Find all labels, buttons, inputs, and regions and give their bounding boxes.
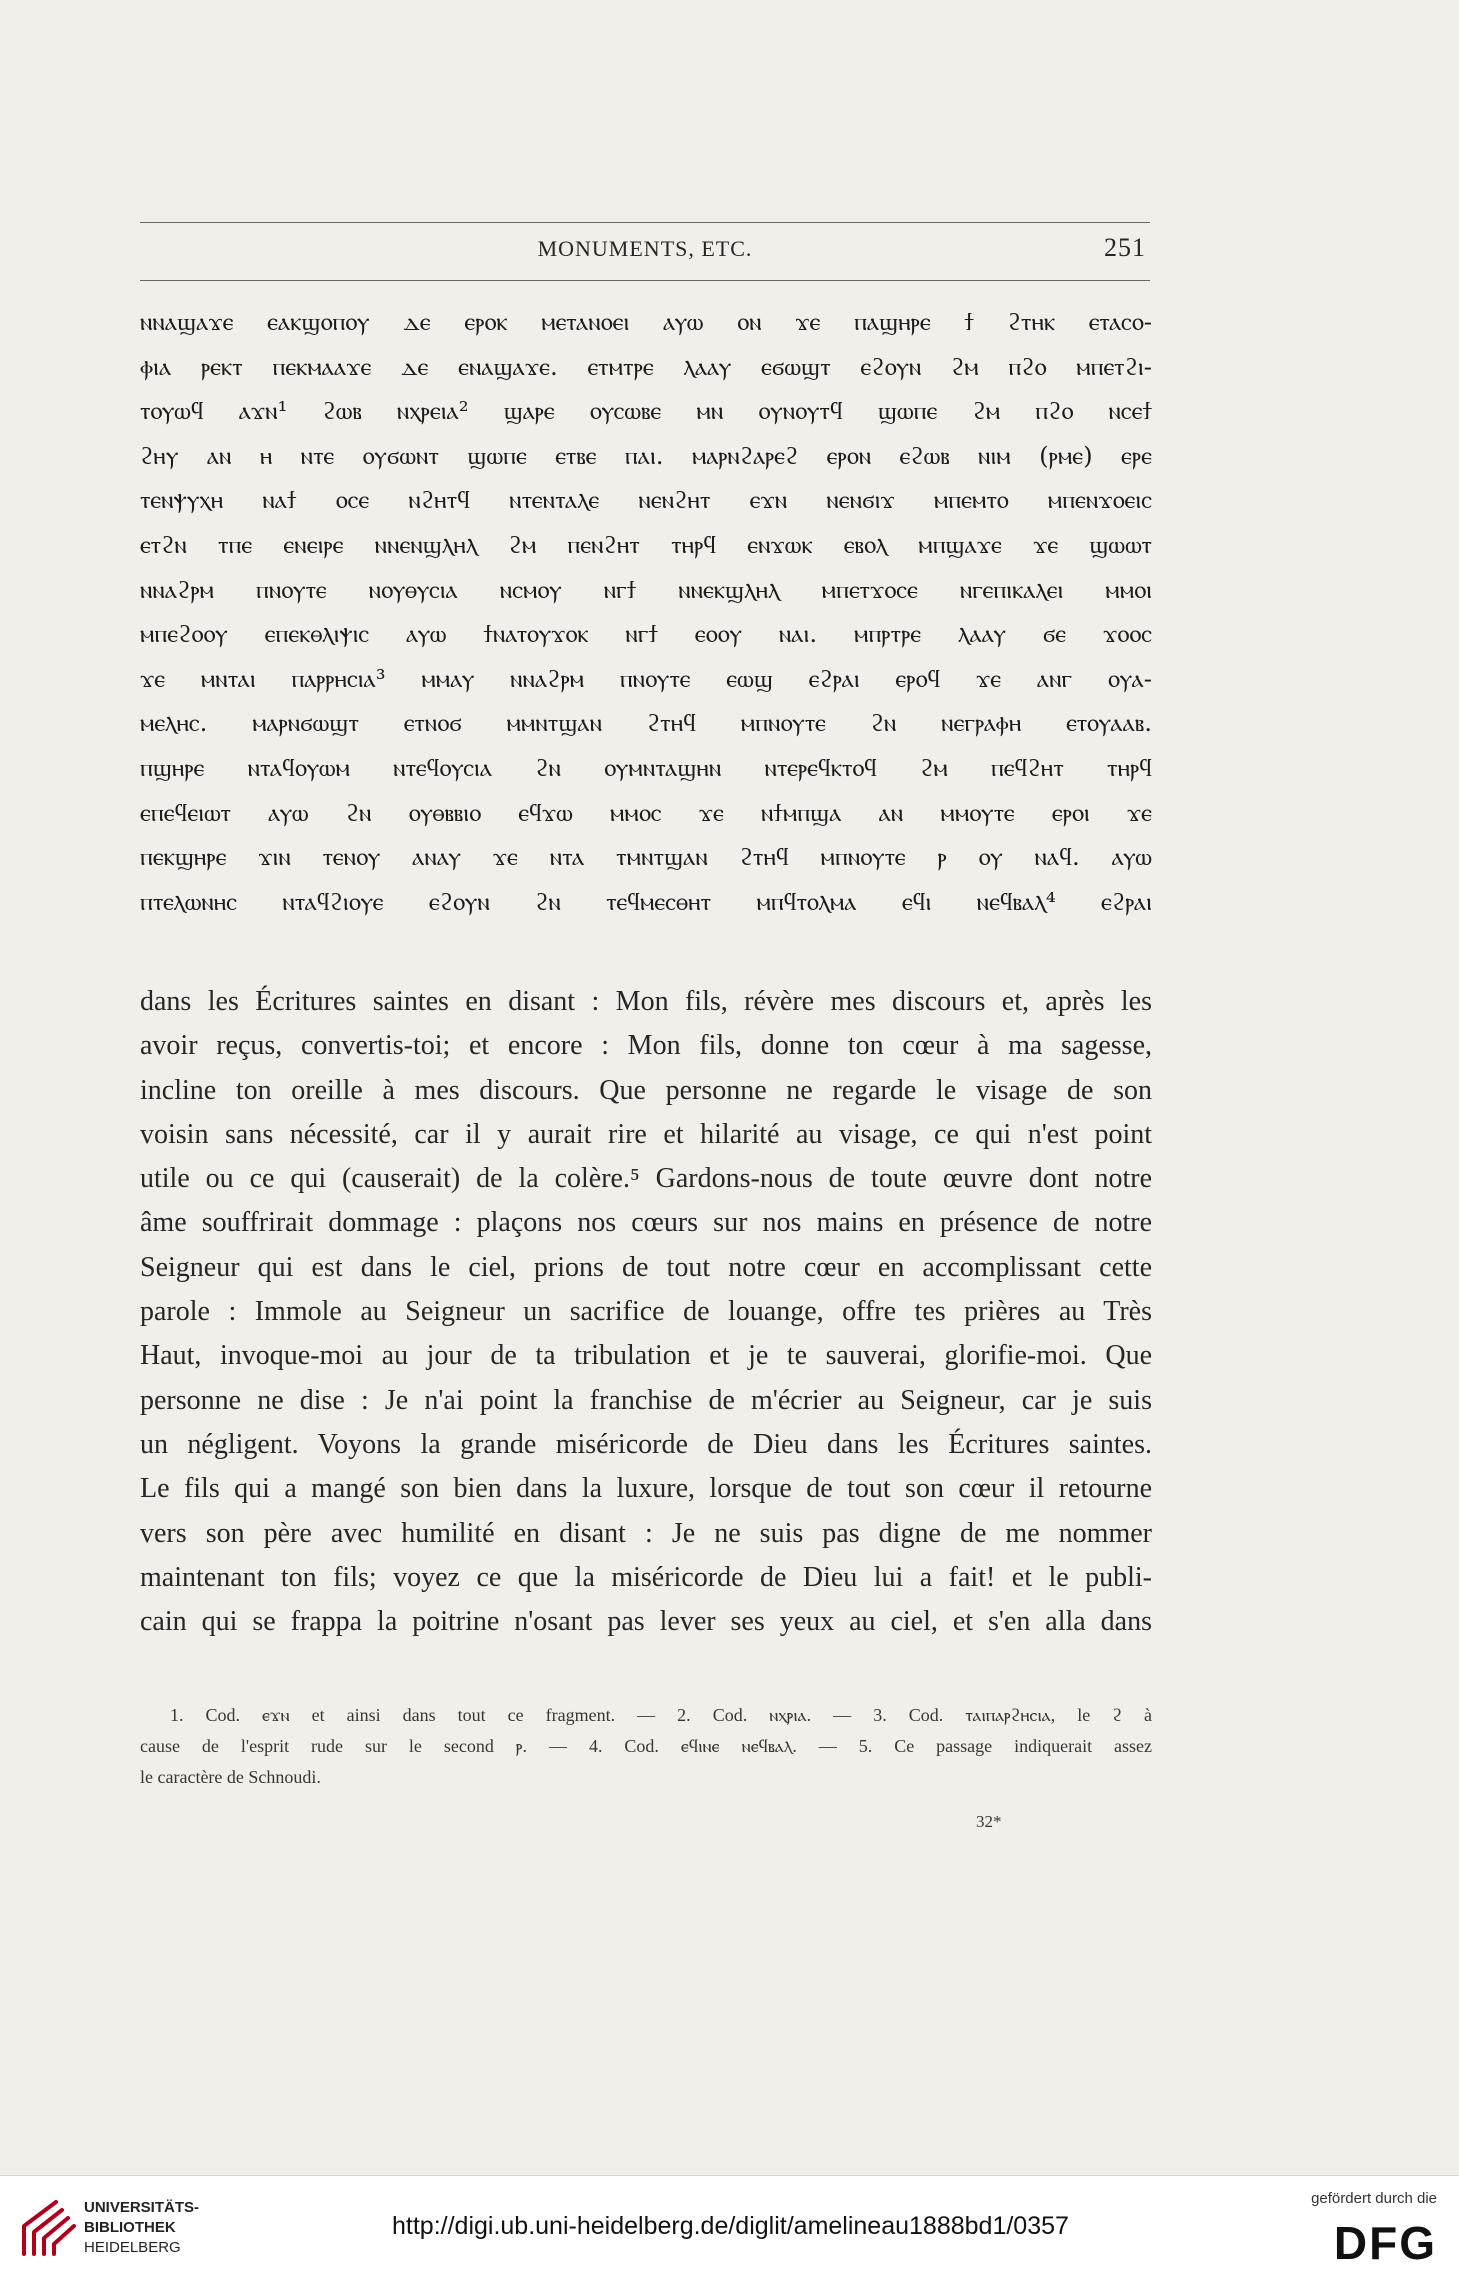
coptic-line: ⲛⲛⲁϩⲣⲙ ⲡⲛⲟⲩⲧⲉ ⲛⲟⲩⲑⲩⲥⲓⲁ ⲛⲥⲙⲟⲩ ⲛⲅϯ ⲛⲛⲉⲕϣⲗⲏⲗ ⲙⲡⲉⲧϫⲟⲥⲉ ⲛⲅⲉⲡⲓⲕⲁⲗⲉⲓ ⲙⲙⲟⲓ (140, 574, 1152, 604)
french-line: cain qui se frappa la poitrine n'osant pas lever ses yeux au ciel, et s'en alla dans (140, 1606, 1152, 1638)
footnote-line: 1. Cod. ⲉϫⲛ et ainsi dans tout ce fragment. — 2. Cod. ⲛⲭⲣⲓⲁ. — 3. Cod. ⲧⲁⲓⲡⲁⲣϩⲏⲥⲓⲁ, le ϩ à (170, 1705, 1152, 1725)
footer-bar (0, 2175, 1459, 2278)
coptic-line: ⲉⲧϩⲛ ⲧⲡⲉ ⲉⲛⲉⲓⲣⲉ ⲛⲛⲉⲛϣⲗⲏⲗ ϩⲙ ⲡⲉⲛϩⲏⲧ ⲧⲏⲣϥ ⲉⲛϫⲱⲕ ⲉⲃⲟⲗ ⲙⲡϣⲁϫⲉ ϫⲉ ϣⲱⲱⲧ (140, 529, 1152, 559)
running-head-title: MONUMENTS, ETC. (537, 236, 753, 261)
coptic-line: ⲧⲟⲩⲱϥ ⲁϫⲛ¹ ϩⲱⲃ ⲛⲭⲣⲉⲓⲁ² ϣⲁⲣⲉ ⲟⲩⲥⲱⲃⲉ ⲙⲛ ⲟⲩⲛⲟⲩⲧϥ ϣⲱⲡⲉ ϩⲙ ⲡϩⲟ ⲛⲥⲉϯ (140, 396, 1152, 426)
french-line: personne ne dise : Je n'ai point la franchise de m'écrier au Seigneur, car je suis (140, 1384, 1152, 1416)
french-translation-block (140, 980, 1152, 1644)
coptic-line: ϫⲉ ⲙⲛⲧⲁⲓ ⲡⲁⲣⲣⲏⲥⲓⲁ³ ⲙⲙⲁⲩ ⲛⲛⲁϩⲣⲙ ⲡⲛⲟⲩⲧⲉ ⲉⲱϣ ⲉϩⲣⲁⲓ ⲉⲣⲟϥ ϫⲉ ⲁⲛⲅ ⲟⲩⲁ- (140, 663, 1152, 693)
library-logo-icon (16, 2196, 78, 2262)
french-line: utile ou ce qui (causerait) de la colère.⁵ Gardons-nous de toute œuvre dont notre (140, 1163, 1152, 1195)
header-rule-bottom (140, 280, 1150, 281)
french-line: âme souffrirait dommage : plaçons nos cœurs sur nos mains en présence de notre (140, 1207, 1152, 1239)
permalink-url[interactable]: http://digi.ub.uni-heidelberg.de/diglit/amelineau1888bd1/0357 (392, 2212, 1069, 2240)
library-name-line-3: HEIDELBERG (84, 2239, 181, 2256)
coptic-line: ⲙⲉⲗⲏⲥ. ⲙⲁⲣⲛϭⲱϣⲧ ⲉⲧⲛⲟϭ ⲙⲙⲛⲧϣⲁⲛ ϩⲧⲏϥ ⲙⲡⲛⲟⲩⲧⲉ ϩⲛ ⲛⲉⲅⲣⲁⲫⲏ ⲉⲧⲟⲩⲁⲁⲃ. (140, 708, 1152, 738)
coptic-line: ⲡⲉⲕϣⲏⲣⲉ ϫⲓⲛ ⲧⲉⲛⲟⲩ ⲁⲛⲁⲩ ϫⲉ ⲛⲧⲁ ⲧⲙⲛⲧϣⲁⲛ ϩⲧⲏϥ ⲙⲡⲛⲟⲩⲧⲉ ⲣ ⲟⲩ ⲛⲁϥ. ⲁⲩⲱ (140, 842, 1152, 872)
french-line: dans les Écritures saintes en disant : Mon fils, révère mes discours et, après les (140, 986, 1152, 1017)
coptic-line: ⲫⲓⲁ ⲣⲉⲕⲧ ⲡⲉⲕⲙⲁⲁϫⲉ ⲇⲉ ⲉⲛⲁϣⲁϫⲉ. ⲉⲧⲙⲧⲣⲉ ⲗⲁⲁⲩ ⲉϭⲱϣⲧ ⲉϩⲟⲩⲛ ϩⲙ ⲡϩⲟ ⲙⲡⲉⲧϩⲓ- (140, 351, 1152, 381)
coptic-line: ⲡⲧⲉⲗⲱⲛⲏⲥ ⲛⲧⲁϥϩⲓⲟⲩⲉ ⲉϩⲟⲩⲛ ϩⲛ ⲧⲉϥⲙⲉⲥⲑⲏⲧ ⲙⲡϥⲧⲟⲗⲙⲁ ⲉϥⲓ ⲛⲉϥⲃⲁⲗ⁴ ⲉϩⲣⲁⲓ (140, 886, 1152, 916)
french-line: un négligent. Voyons la grande miséricorde de Dieu dans les Écritures saintes. (140, 1428, 1152, 1460)
coptic-line: ⲙⲡⲉϩⲟⲟⲩ ⲉⲡⲉⲕⲑⲗⲓⲯⲓⲥ ⲁⲩⲱ ϯⲛⲁⲧⲟⲩϫⲟⲕ ⲛⲅϯ ⲉⲟⲟⲩ ⲛⲁⲓ. ⲙⲡⲣⲧⲣⲉ ⲗⲁⲁⲩ ϭⲉ ϫⲟⲟⲥ (140, 619, 1152, 649)
french-line: maintenant ton fils; voyez ce que la miséricorde de Dieu lui a fait! et le publi- (140, 1561, 1152, 1593)
french-line: Haut, invoque-moi au jour de ta tribulation et je te sauverai, glorifie-moi. Que (140, 1340, 1152, 1372)
funder-logo: DFG (1333, 2217, 1437, 2269)
coptic-line: ⲡϣⲏⲣⲉ ⲛⲧⲁϥⲟⲩⲱⲙ ⲛⲧⲉϥⲟⲩⲥⲓⲁ ϩⲛ ⲟⲩⲙⲛⲧⲁϣⲏⲛ ⲛⲧⲉⲣⲉϥⲕⲧⲟϥ ϩⲙ ⲡⲉϥϩⲏⲧ ⲧⲏⲣϥ (140, 752, 1152, 782)
french-line: Seigneur qui est dans le ciel, prions de tout notre cœur en accomplissant cette (140, 1251, 1152, 1283)
header-rule-top (140, 222, 1150, 223)
funding-note: gefördert durch die (1311, 2190, 1437, 2207)
french-line: incline ton oreille à mes discours. Que personne ne regarde le visage de son (140, 1074, 1152, 1106)
footnote-line: le caractère de Schnoudi. (140, 1767, 321, 1787)
library-name-line-2: BIBLIOTHEK (84, 2219, 176, 2236)
signature-mark: 32* (976, 1812, 1002, 1831)
coptic-line: ⲛⲛⲁϣⲁϫⲉ ⲉⲁⲕϣⲟⲡⲟⲩ ⲇⲉ ⲉⲣⲟⲕ ⲙⲉⲧⲁⲛⲟⲉⲓ ⲁⲩⲱ ⲟⲛ ϫⲉ ⲡⲁϣⲏⲣⲉ ϯ ϩⲧⲏⲕ ⲉⲧⲁⲥⲟ- (140, 307, 1152, 336)
footnote-line: cause de l'esprit rude sur le second ⲣ. — 4. Cod. ⲉϥⲓⲛⲉ ⲛⲉϥⲃⲁⲗ. — 5. Ce passage indiquerait assez (140, 1736, 1152, 1756)
french-line: avoir reçus, convertis-toi; et encore : Mon fils, donne ton cœur à ma sagesse, (140, 1030, 1152, 1062)
french-line: parole : Immole au Seigneur un sacrifice de louange, offre tes prières au Très (140, 1296, 1152, 1328)
library-name (84, 2198, 199, 2258)
coptic-line: ⲉⲡⲉϥⲉⲓⲱⲧ ⲁⲩⲱ ϩⲛ ⲟⲩⲑⲃⲃⲓⲟ ⲉϥϫⲱ ⲙⲙⲟⲥ ϫⲉ ⲛϯⲙⲡϣⲁ ⲁⲛ ⲙⲙⲟⲩⲧⲉ ⲉⲣⲟⲓ ϫⲉ (140, 797, 1152, 827)
page-number: 251 (1104, 233, 1146, 262)
running-head (140, 233, 1150, 276)
library-name-line-1: UNIVERSITÄTS- (84, 2199, 200, 2216)
french-line: Le fils qui a mangé son bien dans la luxure, lorsque de tout son cœur il retourne (140, 1473, 1152, 1505)
footnotes-block (140, 1700, 1152, 1793)
french-line: voisin sans nécessité, car il y aurait rire et hilarité au visage, ce qui n'est point (140, 1118, 1152, 1150)
coptic-text-block (140, 300, 1152, 924)
coptic-line: ⲧⲉⲛⲯⲩⲭⲏ ⲛⲁϯ ⲟⲥⲉ ⲛϩⲏⲧϥ ⲛⲧⲉⲛⲧⲁⲗⲉ ⲛⲉⲛϩⲏⲧ ⲉϫⲛ ⲛⲉⲛϭⲓϫ ⲙⲡⲉⲙⲧⲟ ⲙⲡⲉⲛϫⲟⲉⲓⲥ (140, 485, 1152, 515)
coptic-line: ϩⲏⲩ ⲁⲛ ⲏ ⲛⲧⲉ ⲟⲩϭⲱⲛⲧ ϣⲱⲡⲉ ⲉⲧⲃⲉ ⲡⲁⲓ. ⲙⲁⲣⲛϩⲁⲣⲉϩ ⲉⲣⲟⲛ ⲉϩⲱⲃ ⲛⲓⲙ (ⲣⲙⲉ) ⲉⲣⲉ (140, 440, 1152, 470)
french-line: vers son père avec humilité en disant : Je ne suis pas digne de me nommer (140, 1517, 1152, 1549)
